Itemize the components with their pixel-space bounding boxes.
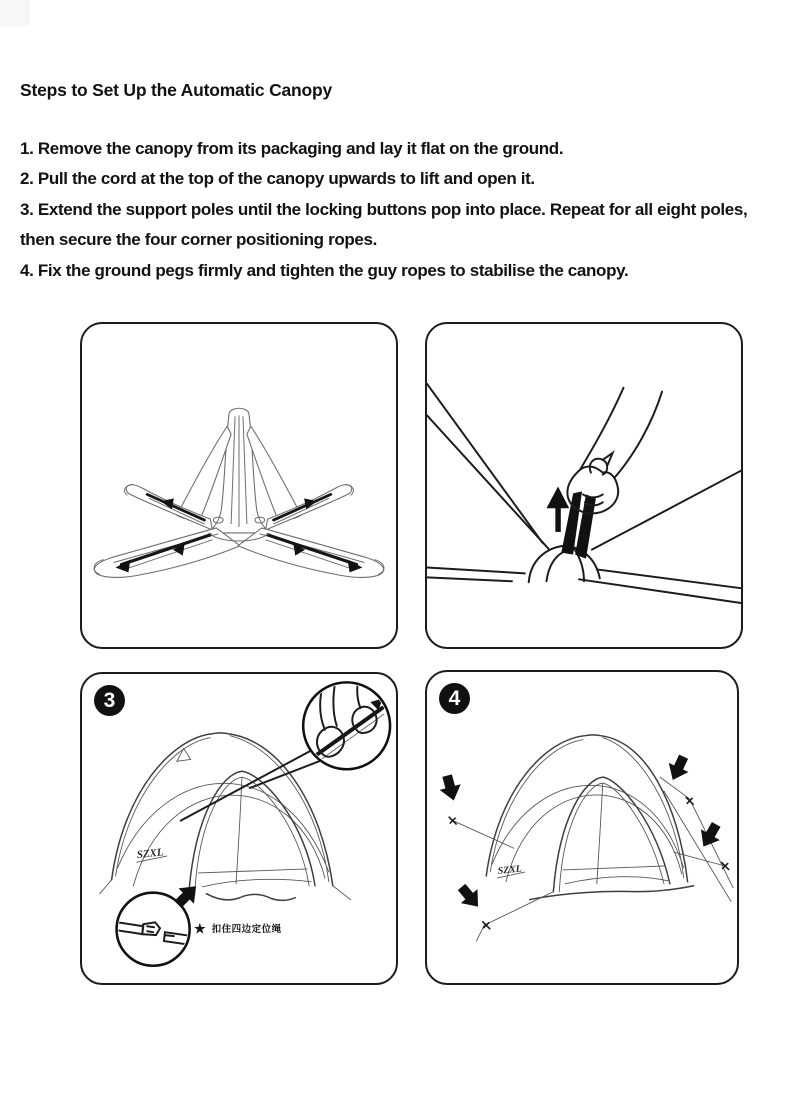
up-arrow-icon [546,486,569,531]
star-icon: ★ [194,920,206,936]
panel-step1-folded-canopy [80,322,398,649]
page-title: Steps to Set Up the Automatic Canopy [20,80,333,100]
lower-left-arm [94,528,240,578]
folded-canopy-illustration [82,324,396,647]
note-text: 扣住四边定位绳 [211,924,282,935]
step-1: 1. Remove the canopy from its packaging and lay it flat on the ground. [20,139,564,158]
step-number-badge: 3 [94,685,125,716]
pole-lock-inset [303,678,390,775]
step-number-badge: 4 [439,683,470,714]
brand-logo: SZXL [497,863,523,877]
tent-setup-illustration [82,674,396,983]
panel-step2-pull-cord [425,322,743,649]
steps-list [20,134,782,286]
peg-guy-ropes-illustration [427,672,737,983]
corner-buckle-inset [117,879,204,966]
positioning-rope-note [194,921,282,935]
hand [567,388,662,514]
tent [100,733,351,900]
panel-step4-fix-pegs [425,670,739,985]
lower-right-arm [238,528,384,578]
step-2: 2. Pull the cord at the top of the canopy upwards to lift and open it. [20,169,535,189]
canopy-top-lines [427,384,741,603]
pull-strap [561,491,596,558]
step-4: 4. Fix the ground pegs firmly and tighten the guy ropes to stabilise the canopy. [20,260,629,280]
brand-logo: SZXL [136,846,165,862]
pull-cord-illustration [427,324,741,647]
step-3: 3. Extend the support poles until the locking buttons pop into place. Repeat for all eight poles, then secure the four corner positioning ropes. [20,199,748,250]
peg-marks [449,797,729,929]
scan-artifact [0,0,30,26]
panel-step3-extend-poles [80,672,398,985]
